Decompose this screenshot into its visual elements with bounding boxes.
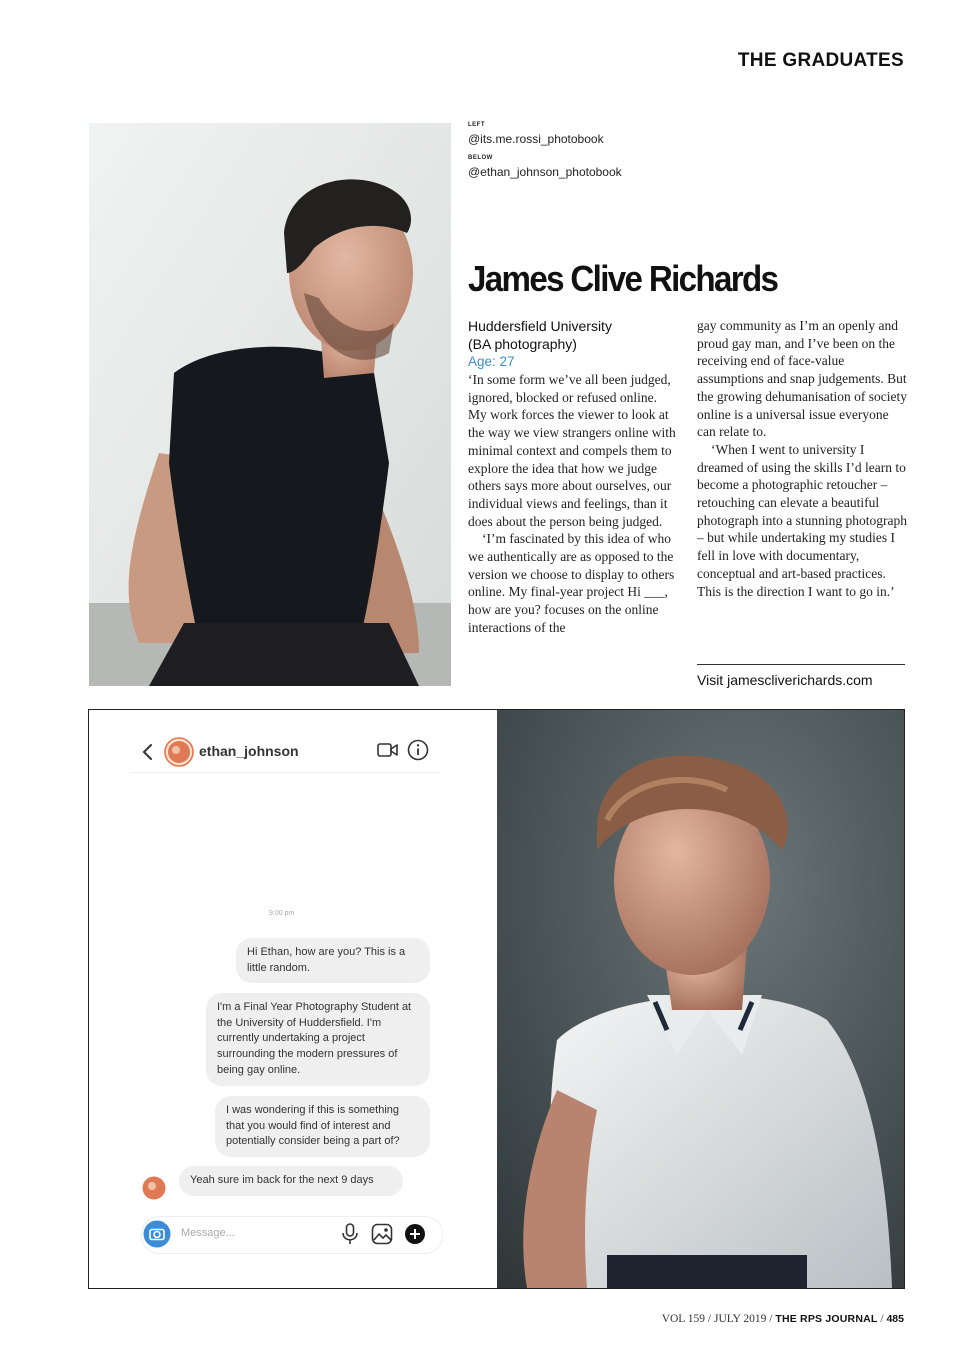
portrait-photo-james — [89, 123, 451, 686]
chat-reply-message: Yeah sure im back for the next 9 days — [179, 1166, 403, 1196]
caption-below-tag: BELOW — [468, 155, 493, 161]
gallery-icon[interactable] — [371, 1223, 393, 1245]
chat-screenshot — [89, 710, 497, 1288]
body-paragraph-4: ‘When I went to university I dreamed of using the skills I’d learn to become a photographic retoucher – retouching can elevate a beautiful photograph into a stunning photograph – but while undertaking my studies I fell in love with documentary, conceptual and art-based practices. This is the direction I want to go in.’ — [697, 441, 907, 599]
chat-message-2: I'm a Final Year Photography Student at the University of Huddersfield. I'm currently undertaking a project surrounding the modern pressures of being gay online. — [206, 993, 430, 1086]
back-chevron-icon[interactable] — [141, 743, 155, 761]
chat-message-3: I was wondering if this is something that you would find of interest and potentially consider being a part of? — [215, 1096, 430, 1157]
camera-icon[interactable] — [143, 1220, 171, 1248]
chat-username: ethan_johnson — [199, 743, 299, 759]
footer-journal-name: THE RPS JOURNAL — [775, 1313, 878, 1325]
university-line-2: (BA photography) — [468, 336, 577, 352]
divider-rule — [697, 664, 905, 665]
footer-page-number: 485 — [886, 1313, 904, 1325]
body-paragraph-2: ‘I’m fascinated by this idea of who we authentically are as opposed to the version we choose to display to others online. My final-year project Hi ___, how are you? focuses on the online interactions of the — [468, 531, 675, 635]
footer-volume: VOL 159 / JULY 2019 / — [661, 1313, 776, 1325]
chat-message-1: Hi Ethan, how are you? This is a little random. — [236, 938, 430, 983]
footer-separator: / — [877, 1313, 887, 1325]
portrait-illustration — [89, 123, 451, 686]
message-input-placeholder[interactable]: Message... — [181, 1227, 235, 1239]
university-line-1: Huddersfield University — [468, 318, 612, 334]
avatar[interactable] — [164, 737, 194, 767]
info-icon[interactable] — [407, 739, 429, 761]
portrait-illustration-2 — [497, 710, 904, 1288]
microphone-icon[interactable] — [341, 1223, 359, 1245]
article-headline: James Clive Richards — [468, 258, 778, 299]
body-paragraph-1: ‘In some form we’ve all been judged, ignored, blocked or refused online. My work forces the viewer to look at the way we view strangers online with minimal context and compels them to explore the idea that how we judge others says more about ourselves, our individual views and feelings, than it does about the person being judged. — [468, 372, 676, 529]
caption-below-handle: @ethan_johnson_photobook — [468, 165, 622, 179]
section-title: THE GRADUATES — [737, 50, 904, 71]
body-paragraph-3: gay community as I’m an openly and proud gay man, and I’ve been on the receiving end of face-value assumptions and snap judgements. But the growing dehumanisation of society online is a universal issue everyone can relate to. — [697, 318, 907, 440]
reply-avatar — [142, 1176, 166, 1200]
bottom-image-frame — [88, 709, 905, 1289]
caption-left-tag: LEFT — [468, 122, 485, 128]
visit-website-link[interactable]: Visit jamescliverichards.com — [697, 672, 873, 688]
plus-icon[interactable] — [404, 1223, 426, 1245]
page-footer — [662, 1313, 904, 1325]
text-column-2 — [697, 317, 909, 600]
age-label: Age: 27 — [468, 354, 515, 369]
video-camera-icon[interactable] — [377, 741, 399, 759]
portrait-photo-ethan — [497, 710, 904, 1288]
chat-timestamp: 9:00 pm — [269, 910, 295, 917]
caption-left-handle: @its.me.rossi_photobook — [468, 132, 604, 146]
text-column-1 — [468, 317, 678, 637]
